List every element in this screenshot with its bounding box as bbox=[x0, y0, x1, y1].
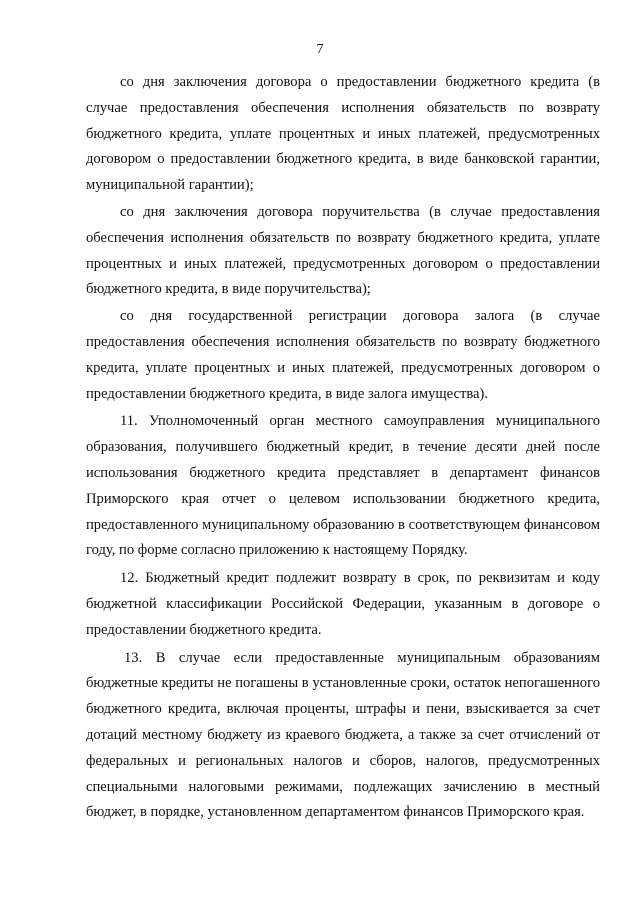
paragraph-item-12: 12. Бюджетный кредит подлежит возврату в срок, по реквизитам и коду бюджетной классификации Российской Федерации, указанным в договоре о предоставлении бюджетного кредита. bbox=[86, 570, 600, 638]
paragraph-pledge-term: со дня государственной регистрации договора залога (в случае предоставления обеспечения исполнения обязательств по возврату бюджетного кредита, уплате процентных и иных платежей, предусмотренных договором о предоставлении бюджетного кредита, в виде залога имущества). bbox=[86, 308, 600, 402]
paragraph-item-11: 11. Уполномоченный орган местного самоуправления муниципального образования, получившего бюджетный кредит, в течение десяти дней после использования бюджетного кредита представляет в департамент финансов Приморского края отчет о целевом использовании бюджетного кредита, предоставленного муниципальному образованию в соответствующем финансовом году, по форме согласно приложению к настоящему Порядку. bbox=[86, 413, 600, 559]
paragraph-item-13: 13. В случае если предоставленные муниципальным образованиям бюджетные кредиты не погашены в установленные сроки, остаток непогашенного бюджетного кредита, включая проценты, штрафы и пени, взыскивается за счет дотаций местному бюджету из краевого бюджета, а также за счет отчислений от федеральных и региональных налогов и сборов, налогов, предусмотренных специальными налоговыми режимами, подлежащих зачислению в местный бюджет, в порядке, установленном департаментом финансов Приморского края. bbox=[86, 649, 600, 821]
document-body bbox=[86, 70, 600, 826]
page-number: 7 bbox=[316, 42, 324, 57]
paragraph-surety-term: со дня заключения договора поручительства (в случае предоставления обеспечения исполнения обязательств по возврату бюджетного кредита, уплате процентных и иных платежей, предусмотренных договором о предоставлении бюджетного кредита, в виде поручительства); bbox=[86, 203, 600, 298]
paragraph-bank-guarantee-term: со дня заключения договора о предоставлении бюджетного кредита (в случае предоставления обеспечения исполнения обязательств по возврату бюджетного кредита, уплате процентных и иных платежей, предусмотренных договором о предоставлении бюджетного кредита, в виде банковской гарантии, муниципальной гарантии); bbox=[86, 74, 600, 194]
